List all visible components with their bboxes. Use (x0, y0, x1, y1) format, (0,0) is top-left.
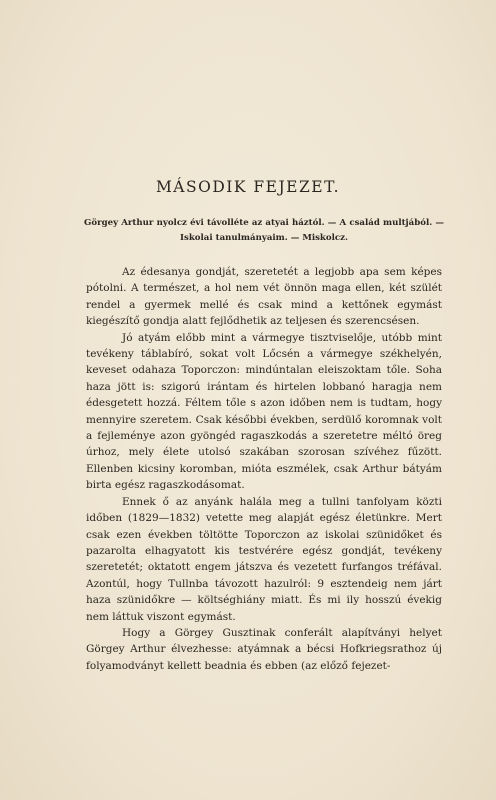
paragraph-4: Hogy a Görgey Gusztinak conferált alapítványi helyet Görgey Arthur élvezhesse: atyámnak a bécsi Hofkriegsrathoz új folyamodványt kellett beadnia és ebben (az előző fejezet- (86, 626, 442, 672)
paragraph-3: Ennek ő az anyánk halála meg a tullni tanfolyam közti időben (1829—1832) vetette meg alapját egész életünkre. Mert csak ezen években töltötte Toporczon az iskolai szünidőket és pazarolta elhagyatott kis testvérére egész gondját, tevékeny szeretetét; oktatott engem játszva és vezetett furfangos tréfával. Azontúl, hogy Tullnba távozott hazulról: 9 esztendeig nem járt haza szünidőkre — költséghiány miatt. És mi ily hosszú évekig nem láttuk viszont egymást. (86, 495, 442, 623)
chapter-title: MÁSODIK FEJEZET. (155, 178, 341, 196)
paragraph-1: Az édesanya gondját, szeretetét a legjobb apa sem képes pótolni. A természet, a hol nem vét önnön maga ellen, két szülét rendel a gyermek mellé és csak mind a kettőnek egymást kiegészítő gondja alatt fejlődhetik az teljesen és szerencsésen. (86, 266, 442, 328)
body-text (86, 264, 442, 674)
paragraph-2: Jó atyám előbb mint a vármegye tisztviselője, utóbb mint tevékeny táblabíró, sokat volt Lőcsén a vármegye székhelyén, keveset odahaza Toporczon: mindúntalan eleiszoktam tőle. Soha haza jött is: szigorú irántam és hirtelen lobbanó haragja nem édesgetett hozzá. Féltem tőle s azon időben nem is tudtam, hogy mennyire szeretem. Csak későbbi években, serdülő koromnak volt a fejleménye azon gyöngéd ragaszkodás a szeretetre méltó öreg úrhoz, mely élete utolsó szakában szorosan szívéhez fűzött. Ellenben kicsiny koromban, mióta eszmélek, csak Arthur bátyám birta egész ragaszkodásomat. (86, 331, 442, 492)
chapter-summary: Görgey Arthur nyolcz évi távolléte az atyai háztól. — A család multjából. — Iskolai tanulmányaim. — Miskolcz. (84, 218, 444, 243)
